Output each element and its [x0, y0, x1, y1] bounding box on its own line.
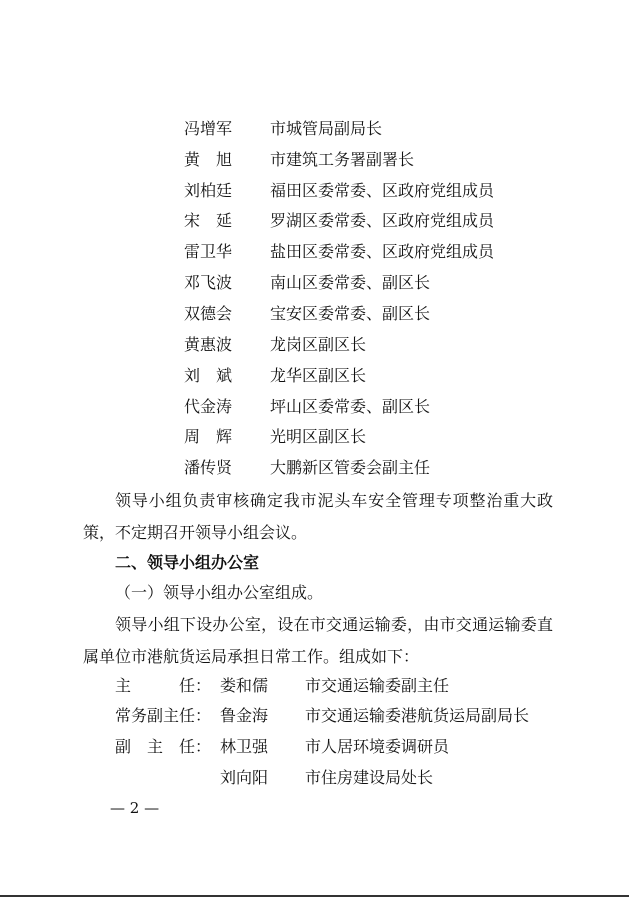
body-paragraph: 领导小组下设办公室，设在市交通运输委，由市交通运输委直属单位市港航货运局承担日常工作。组成如下：: [83, 615, 553, 666]
office-member-title: 市人居环境委调研员: [305, 737, 450, 756]
page-number: — 2 —: [110, 799, 160, 817]
member-title: 南山区委常委、副区长: [270, 273, 431, 292]
member-title: 光明区副区长: [270, 427, 367, 446]
member-title: 龙华区副区长: [270, 366, 367, 385]
office-member-name: 林卫强: [220, 737, 269, 756]
office-member-title: 市交通运输委副主任: [305, 676, 450, 695]
member-name: 周 辉: [184, 427, 233, 446]
member-title: 市建筑工务署副署长: [270, 150, 415, 169]
office-role: 常务副主任：: [115, 706, 212, 725]
member-title: 福田区委常委、区政府党组成员: [270, 181, 495, 200]
member-name: 潘传贤: [184, 458, 233, 477]
member-title: 大鹏新区管委会副主任: [270, 458, 431, 477]
member-title: 宝安区委常委、副区长: [270, 304, 431, 323]
member-title: 罗湖区委常委、区政府党组成员: [270, 211, 495, 230]
office-member-title: 市交通运输委港航货运局副局长: [305, 706, 530, 725]
section-heading: 二、领导小组办公室: [115, 553, 260, 572]
office-member-name: 刘向阳: [220, 768, 269, 787]
office-member-title: 市住房建设局处长: [305, 768, 434, 787]
member-title: 坪山区委常委、副区长: [270, 397, 431, 416]
member-title: 市城管局副局长: [270, 119, 383, 138]
member-name: 黄惠波: [184, 335, 233, 354]
member-title: 龙岗区副区长: [270, 335, 367, 354]
member-name: 冯增军: [184, 119, 233, 138]
member-name: 宋 延: [184, 211, 233, 230]
office-role: 主 任：: [115, 676, 212, 695]
office-member-name: 娄和儒: [220, 676, 269, 695]
office-member-name: 鲁金海: [220, 706, 269, 725]
member-name: 黄 旭: [184, 150, 233, 169]
member-name: 刘柏廷: [184, 181, 233, 200]
office-role: 副 主 任：: [115, 737, 212, 756]
subsection-heading: （一）领导小组办公室组成。: [115, 583, 324, 602]
body-paragraph: 领导小组负责审核确定我市泥头车安全管理专项整治重大政策，不定期召开领导小组会议。: [83, 491, 553, 542]
member-name: 雷卫华: [184, 242, 233, 261]
member-title: 盐田区委常委、区政府党组成员: [270, 242, 495, 261]
member-name: 刘 斌: [184, 366, 233, 385]
member-name: 代金涛: [184, 397, 233, 416]
member-name: 邓飞波: [184, 273, 233, 292]
member-name: 双德会: [184, 304, 233, 323]
